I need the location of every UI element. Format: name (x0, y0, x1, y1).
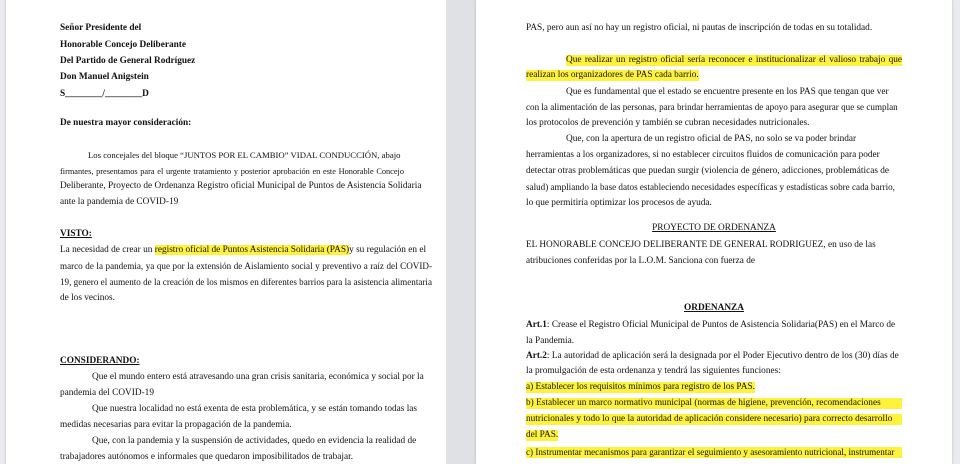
visto-text: La necesidad de crear un (60, 245, 155, 255)
article-label: Art.2 (526, 351, 547, 361)
article-text: : La autoridad de aplicación será la designada por el Poder Ejecutivo dentro de los (30) días de (546, 351, 899, 361)
addressee-line: Don Manuel Anigstein (60, 72, 149, 82)
visto-text: y su regulación en el (349, 245, 427, 255)
body-line: con la alimentación de las personas, para brindar herramientas de apoyo para asegurar que se cumplan (526, 102, 898, 112)
body-line: salud) ampliando la base datos estableciendo necesidades específicas y estadísticas sobre cada barrio, (526, 182, 895, 192)
highlighted-line: realizan los organizadores de PAS cada barrio. (526, 70, 699, 80)
body-line: los protocolos de prevención y también se cubran necesidades nutricionales. (526, 118, 810, 128)
document-page-right (476, 0, 952, 464)
considerando-heading: CONSIDERANDO: (60, 356, 140, 366)
highlighted-line: a) Establecer los requisitos mínimos para registro de los PAS. (526, 382, 755, 392)
body-line: Que es fundamental que el estado se encuentre presente en los PAS que tengan que ver (566, 87, 889, 97)
highlighted-line: c) Instrumentar mecanismos para garantizar el seguimiento y asesoramiento nutricional, instrumentar (526, 447, 902, 458)
considerando-line: pandemia del COVID-19 (60, 388, 154, 398)
body-line: Que, con la apertura de un registro oficial de PAS, no solo se va poder brindar (566, 134, 857, 144)
body-line: PAS, pero aun así no hay un registro oficial, ni pautas de inscripción de todas en su totalidad. (526, 23, 873, 33)
considerando-line: Que, con la pandemia y la suspensión de actividades, quedo en evidencia la realidad de (92, 436, 417, 446)
visto-line: 19, genero el aumento de la creación de los mismos en diferentes barrios para la asistencia alimentaria (60, 277, 432, 287)
body-line: EL HONORABLE CONCEJO DELIBERANTE DE GENERAL RODRIGUEZ, en uso de las (526, 240, 876, 250)
body-line: detectar otras problemáticas que puedan surgir (violencia de género, adicciones, problemáticas de (526, 166, 890, 176)
visto-line: de los vecinos. (60, 293, 115, 303)
greeting: De nuestra mayor consideración: (60, 118, 192, 128)
addressee-line: Honorable Concejo Deliberante (60, 40, 187, 50)
considerando-line: Que nuestra localidad no está exenta de esta problemática, y se están tomando todas las (92, 404, 418, 414)
article-text: : Crease el Registro Oficial Municipal de Puntos de Asistencia Solidaria(PAS) en el Marco de (546, 320, 896, 330)
page-gap (446, 0, 476, 464)
body-line: atribuciones conferidas por la L.O.M. Sanciona con fuerza de (526, 256, 755, 266)
highlighted-text: registro oficial de Puntos Asistencia Solidaria (PAS) (154, 245, 350, 255)
intro-line: Los concejales del bloque “JUNTOS POR EL CAMBIO” VIDAL CONDUCCIÓN, abajo (88, 150, 401, 160)
considerando-line: medidas necesarias para evitar la propagación de la pandemia. (60, 420, 292, 430)
proyecto-heading: PROYECTO DE ORDENANZA (652, 223, 776, 233)
highlighted-line: b) Establecer un marco normativo municipal (normas de higiene, prevención, recomendaciones (526, 398, 902, 409)
article-label: Art.1 (526, 320, 547, 330)
considerando-line: Que el mundo entero está atravesando una gran crisis sanitaria, económica y social por la (92, 372, 424, 382)
visto-heading: VISTO: (60, 229, 92, 239)
intro-line: Deliberante, Proyecto de Ordenanza Registro oficial Municipal de Puntos de Asistencia Solidaria (60, 181, 422, 191)
intro-line: ante la pandemia de COVID-19 (60, 197, 179, 207)
highlighted-line: del PAS. (526, 430, 559, 440)
article-line: la promulgación de esta ordenanza y tendrá las siguientes funciones: (526, 366, 781, 376)
considerando-line: trabajadores autónomos e informales que quedaron imposibilitados de trabajar. (60, 452, 354, 462)
addressee-line: Señor Presidente del (60, 23, 142, 33)
document-page-left (6, 0, 446, 464)
visto-first-line (60, 245, 426, 256)
addressee-line: S________/________D (60, 89, 149, 99)
body-line: herramientas a los organizadores, si no establecer circuitos fluidos de comunicación para poder (526, 150, 880, 160)
highlighted-line: nutricionales y todo lo que la autoridad de aplicación considere necesario) para correcto desarrollo (526, 414, 902, 425)
addressee-line: Del Partido de General Rodríguez (60, 56, 196, 66)
article-line (526, 320, 895, 331)
ordenanza-heading: ORDENANZA (684, 303, 744, 313)
article-line: la Pandemia. (526, 336, 575, 346)
body-line: lo que permitiría optimizar los procesos de ayuda. (526, 198, 712, 208)
visto-line: marco de la pandemia, ya que por la extensión de Aislamiento social y preventivo a raíz del COVID- (60, 261, 432, 271)
article-line (526, 351, 899, 362)
intro-line: firmantes, presentamos para el urgente tratamiento y posterior aprobación en este Honorable Concejo (60, 167, 404, 176)
highlighted-line: Que realizar un registro oficial sería reconocer e institucionalizar el valioso trabajo que (566, 55, 902, 65)
